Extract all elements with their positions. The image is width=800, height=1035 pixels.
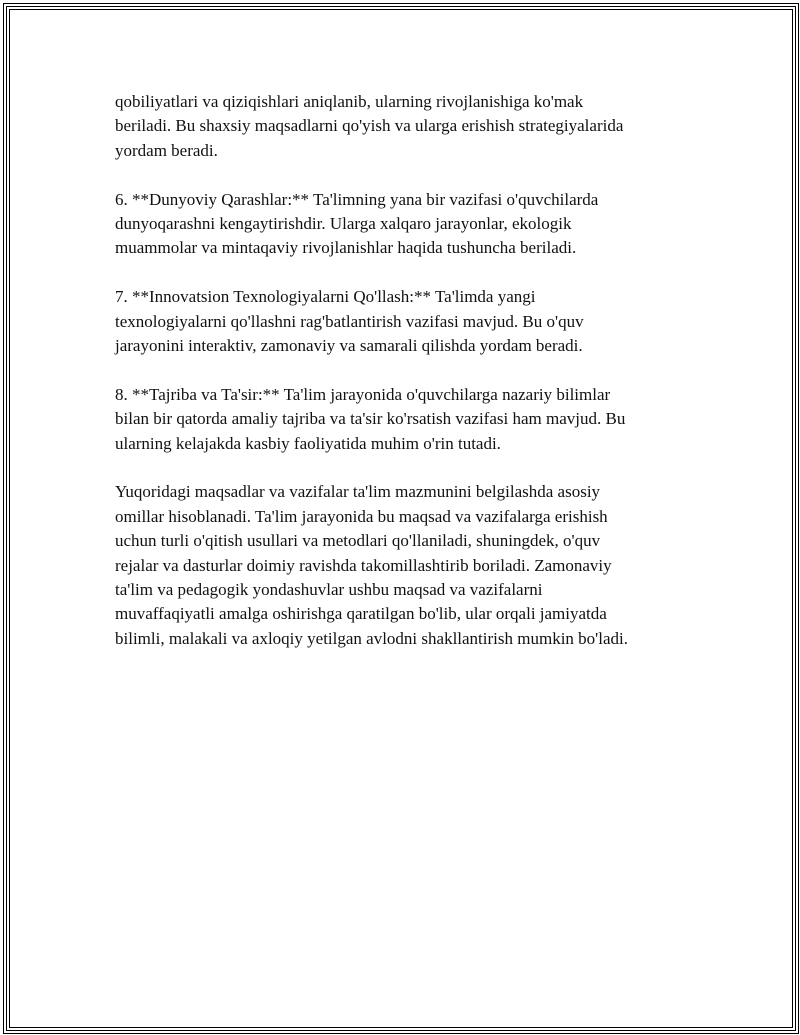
paragraph-item-8: 8. **Tajriba va Ta'sir:** Ta'lim jarayonida o'quvchilarga nazariy bilimlar bilan bir qatorda amaliy tajriba va ta'sir ko'rsatish vazifasi ham mavjud. Bu ularning kelajakda kasbiy faoliyatida muhim o'rin tutadi. <box>115 384 626 453</box>
paragraph-item-6: 6. **Dunyoviy Qarashlar:** Ta'limning yana bir vazifasi o'quvchilarda dunyoqarashni kengaytirishdir. Ularga xalqaro jarayonlar, ekologik muammolar va mintaqaviy rivojlanishlar haqida tushuncha beriladi. <box>115 189 599 258</box>
paragraph-item-7: 7. **Innovatsion Texnologiyalarni Qo'llash:** Ta'limda yangi texnologiyalarni qo'llashni rag'batlantirish vazifasi mavjud. Bu o'quv jarayonini interaktiv, zamonaviy va samarali qilishda yordam beradi. <box>115 287 584 356</box>
document-body <box>115 90 695 676</box>
paragraph-continuation: qobiliyatlari va qiziqishlari aniqlanib, ularning rivojlanishiga ko'mak beriladi. Bu shaxsiy maqsadlarni qo'yish va ularga erishish strategiyalarida yordam beradi. <box>115 92 624 160</box>
paragraph-conclusion: Yuqoridagi maqsadlar va vazifalar ta'lim mazmunini belgilashda asosiy omillar hisoblanadi. Ta'lim jarayonida bu maqsad va vazifalarga erishish uchun turli o'qitish usullari va metodlari qo'llaniladi, shuningdek, o'quv rejalar va dasturlar doimiy ravishda takomillashtirib boriladi. Zamonaviy ta'lim va pedagogik yondashuvlar ushbu maqsad va vazifalarni muvaffaqiyatli amalga oshirishga qaratilgan bo'lib, ular orqali jamiyatda bilimli, malakali va axloqiy yetilgan avlodni shakllantirish mumkin bo'ladi. <box>115 482 628 648</box>
